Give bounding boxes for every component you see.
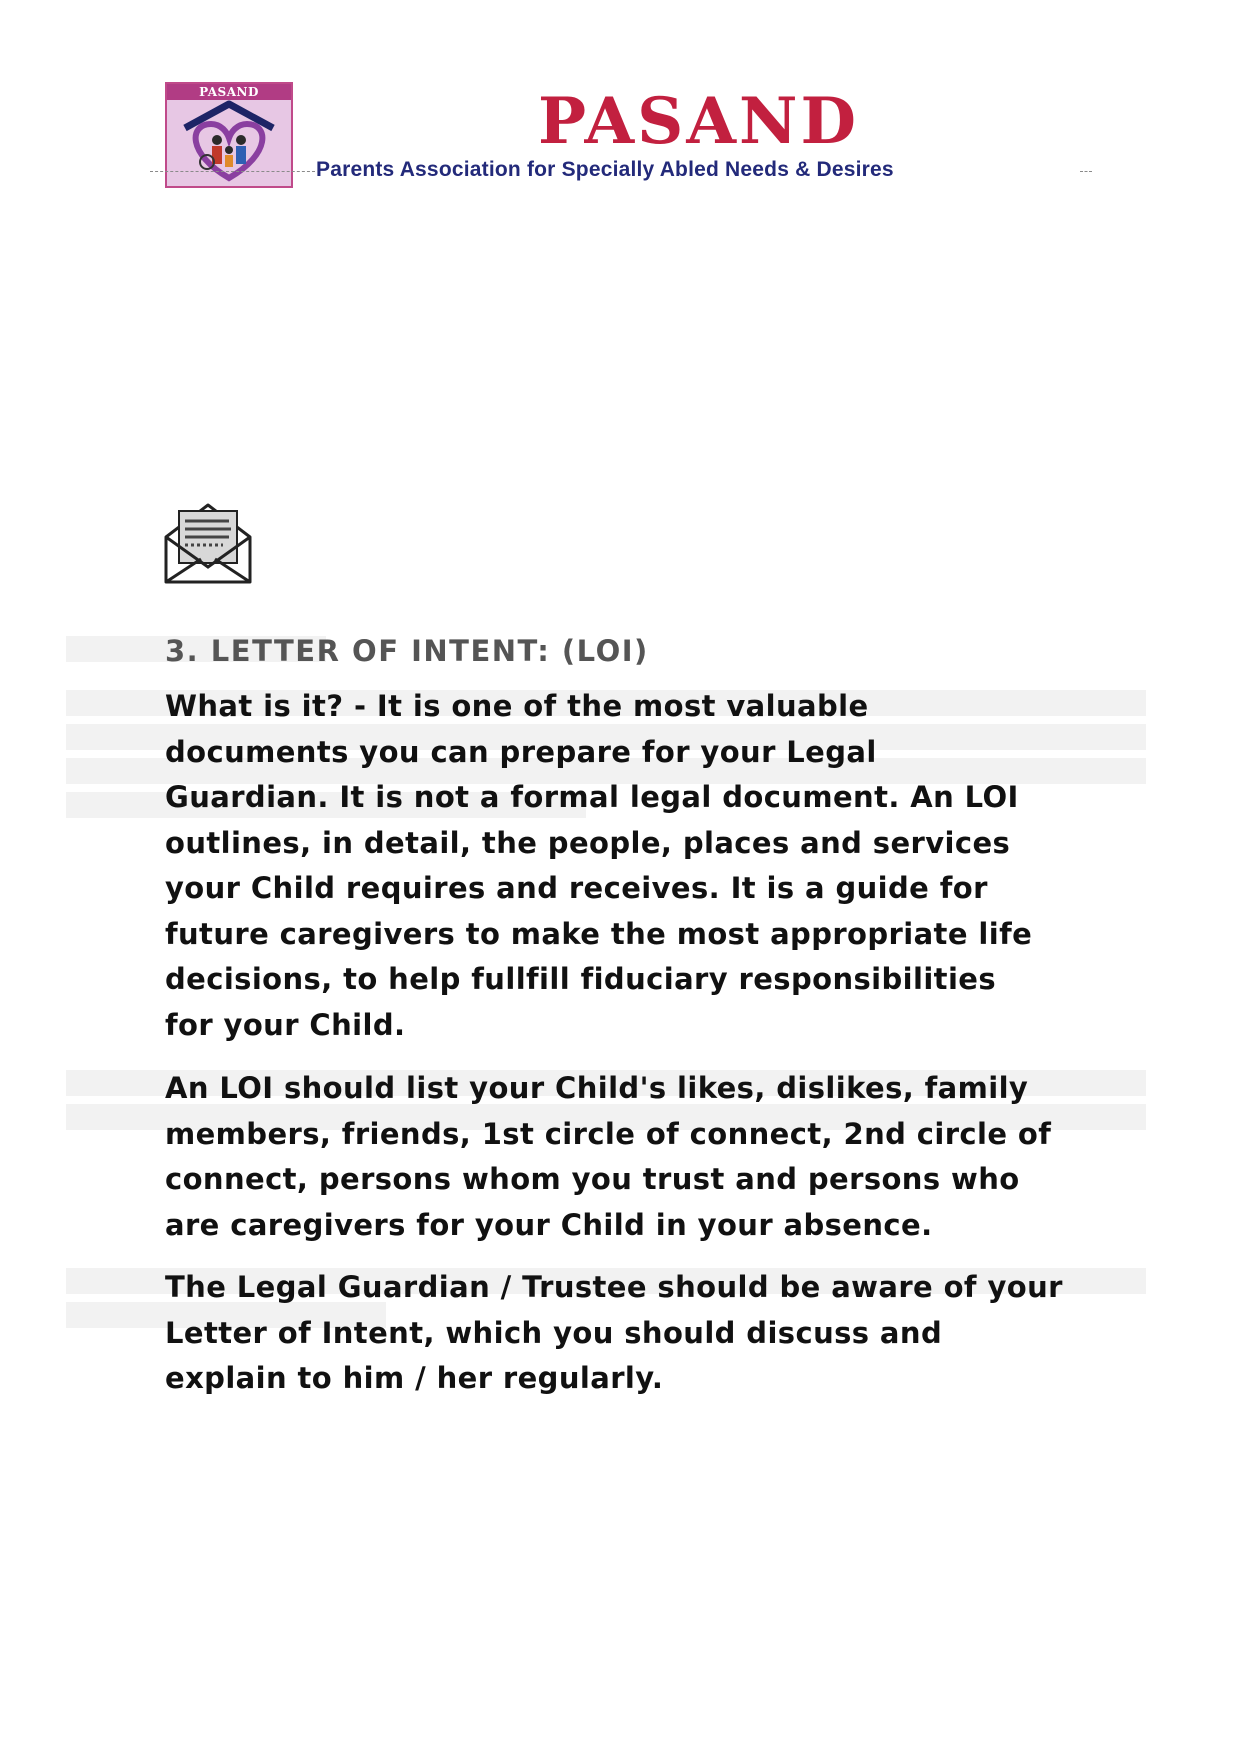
open-envelope-letter-icon xyxy=(163,497,253,585)
brand-title: PASAND xyxy=(538,84,859,159)
pasand-logo xyxy=(165,82,293,188)
header-divider-right xyxy=(1080,171,1092,172)
paragraph-loi-contents: An LOI should list your Child's likes, dislikes, family members, friends, 1st circle of connect, 2nd circle of connect, persons whom you trust and persons who are caregivers for your Child in your absence. xyxy=(165,1071,1052,1242)
brand-subtitle: Parents Association for Specially Abled Needs & Desires xyxy=(316,158,894,181)
paragraph-guardian-awareness: The Legal Guardian / Trustee should be aware of your Letter of Intent, which you should discuss and explain to him / her regularly. xyxy=(165,1270,1063,1395)
paragraph-what-is-it: What is it? - It is one of the most valuable documents you can prepare for your Legal Guardian. It is not a formal legal document. An LOI outlines, in detail, the people, places and services your Child requires and receives. It is a guide for future caregivers to make the most appropriate life decisions, to help fullfill fiduciary responsibilities for your Child. xyxy=(165,689,1033,1042)
section-heading: 3. LETTER OF INTENT: (LOI) xyxy=(165,634,649,668)
logo-label: PASAND xyxy=(199,85,259,99)
header-divider-left xyxy=(150,171,315,172)
